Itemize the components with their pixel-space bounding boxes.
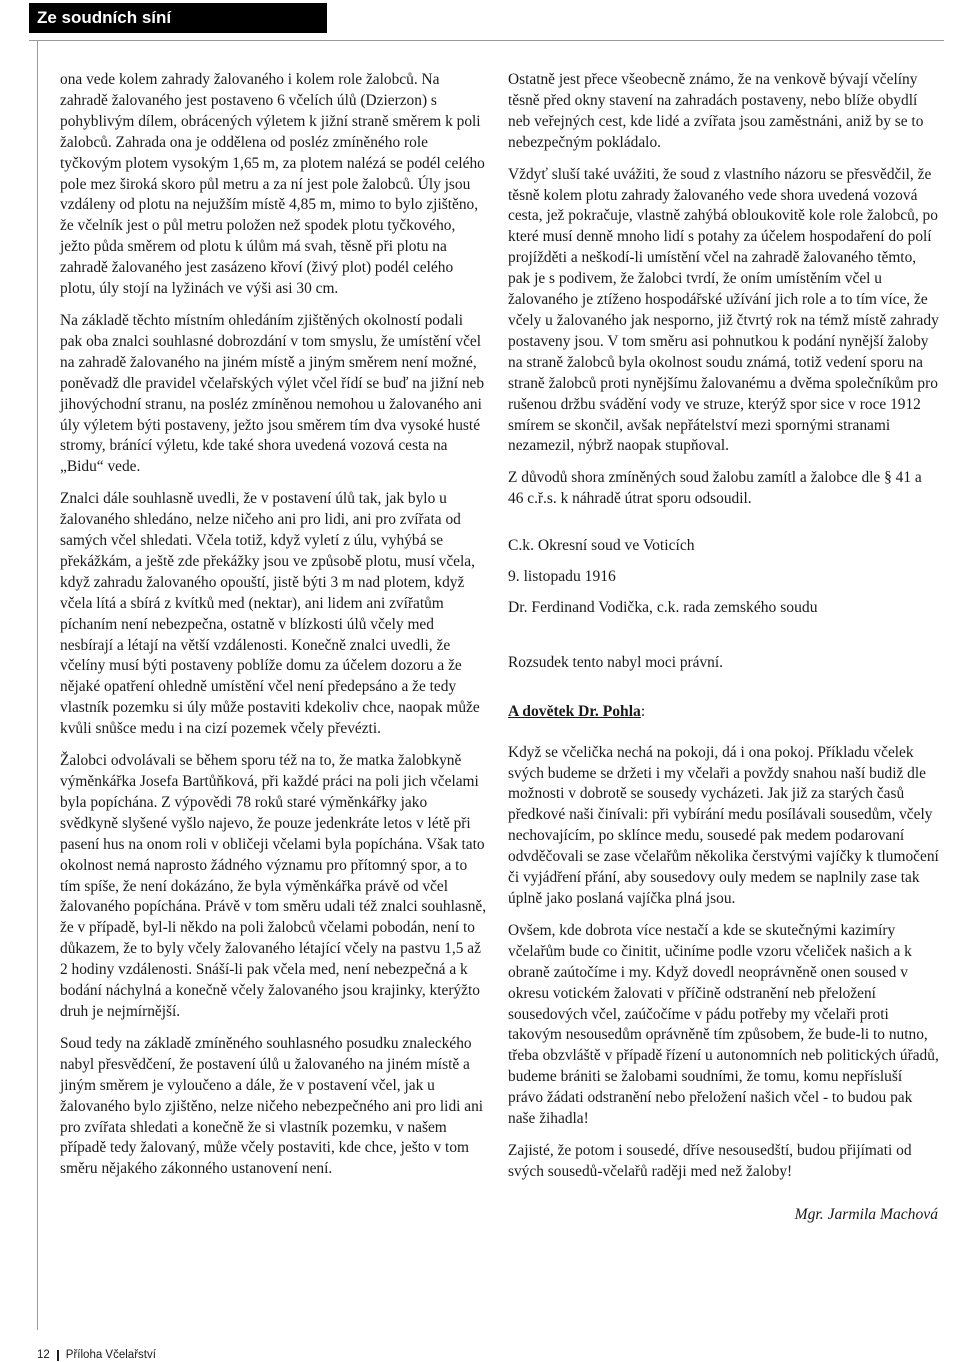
- left-paragraph-4: Žalobci odvolávali se během sporu též na to, že matka žalobkyně výměnkářka Josefa Bartůňková, při každé práci na poli jich včelami byla popíchána. Z výpovědi 78 roků staré výměnkářky jako svědkyně slyšené vyšlo najevo, že pouze jedenkráte letos v létě při pasení hus na onom roli v obličeji včelami byla popíchána. Však tato okolnost nemá naprosto žádného významu pro přítomný spor, a to tím spíše, že není dokázáno, že byla výměnkářka právě od včel žalovaného popíchána. Právě v tom směru udali též znalci souhlasně, že v případě, byl-li někdo na poli žalobců včelami pobodán, není to důkazem, že to byly včely žalovaného létající včely na pastvu 1,5 až 2 hodiny vzdálenosti. Snáší-li pak včela med, není nebezpečná a k bodání náchylná a konečně včely žalovaného jsou krajinky, kterýžto druh je nejmírnější.: [60, 752, 487, 1020]
- addendum-heading: [508, 702, 940, 723]
- left-frame-line: [37, 40, 38, 1330]
- addendum-colon: :: [640, 702, 646, 720]
- publication-name: Příloha Včelařství: [65, 1349, 156, 1361]
- addendum-title: A dovětek Dr. Pohla: [508, 702, 641, 720]
- court-signature-block: [508, 536, 940, 619]
- footer-separator: [57, 1350, 59, 1361]
- top-divider: [29, 40, 944, 41]
- ruling-note: Rozsudek tento nabyl moci právní.: [508, 653, 723, 671]
- left-paragraph-5: Soud tedy na základě zmíněného souhlasného posudku znaleckého nabyl přesvědčení, že postavení úlů u žalovaného na jiném místě a jiným směrem je vyloučeno a dále, že v postavení včel, jak u žalovaného bylo zjištěno, nelze ničeho nebezpečného ani pro lidi ani pro zvířata shledati a konečně že si vlastník pozemku, v našem případě tedy žalovaný, může včely postaviti, kde chce, ješto v tom směru nějakého zákonného ustanovení není.: [60, 1034, 484, 1178]
- court-name: C.k. Okresní soud ve Voticích: [508, 537, 695, 555]
- page-number: 12: [37, 1349, 50, 1361]
- judge-name: Dr. Ferdinand Vodička, c.k. rada zemského soudu: [508, 598, 818, 616]
- right-column: [508, 70, 940, 1237]
- addendum-paragraph-3: Zajisté, že potom i sousedé, dříve nesousedští, budou přijímati od svých sousedů-včelařů raději med než žaloby!: [508, 1141, 912, 1180]
- right-paragraph-3: Z důvodů shora zmíněných soud žalobu zamítl a žalobce dle § 41 a 46 c.ř.s. k náhradě útrat sporu odsoudil.: [508, 469, 922, 508]
- verdict-date: 9. listopadu 1916: [508, 568, 616, 586]
- page-footer: [37, 1347, 156, 1362]
- section-title: Ze soudních síní: [29, 3, 327, 33]
- left-paragraph-2: Na základě těchto místním ohledáním zjištěných okolností podali pak oba znalci souhlasné dobrozdání v tom smyslu, že umístění včel na zahradě žalovaného na jiném místě a jiným směrem není možné, poněvadž dle pravidel včelařských výlet včel řídí se buď na jižní neb jihovýchodní stranu, na posléz zmíněnou nemohou u žalovaného ani úly výletem býti postaveny, ježto jsou směrem tím dva vysoké husté stromy, bránící výletu, kde také shora uvedená vozová cesta na „Bidu“ vede.: [60, 311, 485, 476]
- addendum-paragraph-1: Když se včelička nechá na pokoji, dá i ona pokoj. Příkladu včelek svých budeme se držeti i my včelaři a povždy snahou naší budiž dle možnosti v dobrotě se sousedy vycházeti. Jak již za starých časů předkové naši činívali: při vybírání medu posílávali sousedům, včely nechovajícím, po sklínce medu, sousedé pak medem podarovaní odvděčovali se zase včelařům několika čerstvými vajíčky k tlumočení či vyjádření přání, aby sousedovy ouly medem se naplnily zase tak úplně jako poslaná vajíčka plná jsou.: [508, 743, 939, 907]
- left-paragraph-1: ona vede kolem zahrady žalovaného i kolem role žalobců. Na zahradě žalovaného jest postaveno 6 včelích úlů (Dzierzon) s pohyblivým dílem, obrácených výletem k jižní straně směrem k poli žalobců. Zahrada ona je oddělena od posléz zmíněného role tyčkovým plotem vysokým 1,65 m, za plotem nalézá se podél celého pole mez široká skoro půl metru a za ní jest pole žalobců. Úly jsou vzdáleny od plotu na nejužším místě 4,85 m, mimo to bylo zjištěno, že včelník jest o půl metru položen než spodek plotu tyčkového, ježto půda směrem od plotu k úlům má svah, těsně při plotu na zahradě žalovaného jest zasázeno křoví (živý plot) podél celého plotu, úly stojí na lyžinách ve výši asi 30 cm.: [60, 71, 485, 298]
- author-signature: Mgr. Jarmila Machová: [794, 1205, 938, 1223]
- right-paragraph-1: Ostatně jest přece všeobecně známo, že na venkově bývají včelíny těsně před okny stavení na zahradách postaveny, nebo blíže obydlí neb veřejných cest, kde lidé a zvířata jsou zaměstnáni, aniž by se to nebezpečným pokládalo.: [508, 71, 924, 151]
- left-column: [60, 70, 488, 1191]
- left-paragraph-3: Znalci dále souhlasně uvedli, že v postavení úlů tak, jak bylo u žalovaného shledáno, nelze ničeho ani pro lidi, ani pro zvířata od samých včel shledati. Včela totiž, když vyletí z úlu, vyhýbá se překážkám, a ještě zde překážky jsou ve způsobě plotu, musí včela, když zahradu žalovaného opouští, jistě býti 3 m nad plotem, když včela lítá a sbírá z kvítků med (nektar), ani lidem ani zvířatům píchaním není nebezpečna, ostatně v blízkosti úlů včely med nesbírají a létají na větší vzdálenosti. Konečně znalci uvedli, že včelíny musí býti postaveny poblíže domu za účelem dozoru a že nějaké opatření ohledně umístění včel není předepsáno a že tedy vlastník pozemku si úly může postaviti kdekoliv chce, naopak může kvůli snůšce medu i na cizí pozemek včely převézti.: [60, 490, 480, 738]
- right-paragraph-2: Vždyť sluší také uvážiti, že soud z vlastního názoru se přesvědčil, že těsně kolem plotu zahrady žalovaného vede shora uvedená vozová cesta, jež pokračuje, vlastně zahýbá obloukovitě kole role žalobců, po které musí denně mnoho lidí s potahy za účelem hospodaření do polí projížděti a neškodí-li umístění včel na zahradě žalovaného těmto, pak je s podivem, že žalobci tvrdí, že oním umístěním včel u žalovaného je ztíženo hospodářské užívání jich role a to tím více, že včely u žalovaného jak nesporno, již čtvrtý rok na témž místě zahrady postaveny jsou. V tom směru asi pohnutkou k podání nynější žaloby na straně žalobců byla okolnost soudu známá, totiž vedení sporu na straně žalobců proti nynějšímu žalovanému a dvěma společníkům pro rušenou držbu svádění vody ve struze, kterýž spor sice v roce 1912 smírem se skončil, avšak nepřátelství mezi spornými stranami nezamezil, nýbrž naopak stupňoval.: [508, 165, 939, 455]
- addendum-paragraph-2: Ovšem, kde dobrota více nestačí a kde se skutečnými kazimíry včelařům bude co činitit, učiníme podle vzoru včeliček našich a k obraně zaútočíme i my. Když dovedl neoprávněně onen soused v okresu votickém žalovati v příčině odstranění neb přeložení sousedových včel, zaúčočíme v pádu potřeby my včelaři proti takovým nesousedům oprávněně tím způsobem, že bude-li to nutno, třeba obzvláště v případě řízení u autonomních neb politických úřadů, budeme brániti se žalobami soudními, že tomu, komu nepřísluší právo žádati odstranění nebo přeložení našich včel - to budou pak naše žihadla!: [508, 921, 939, 1128]
